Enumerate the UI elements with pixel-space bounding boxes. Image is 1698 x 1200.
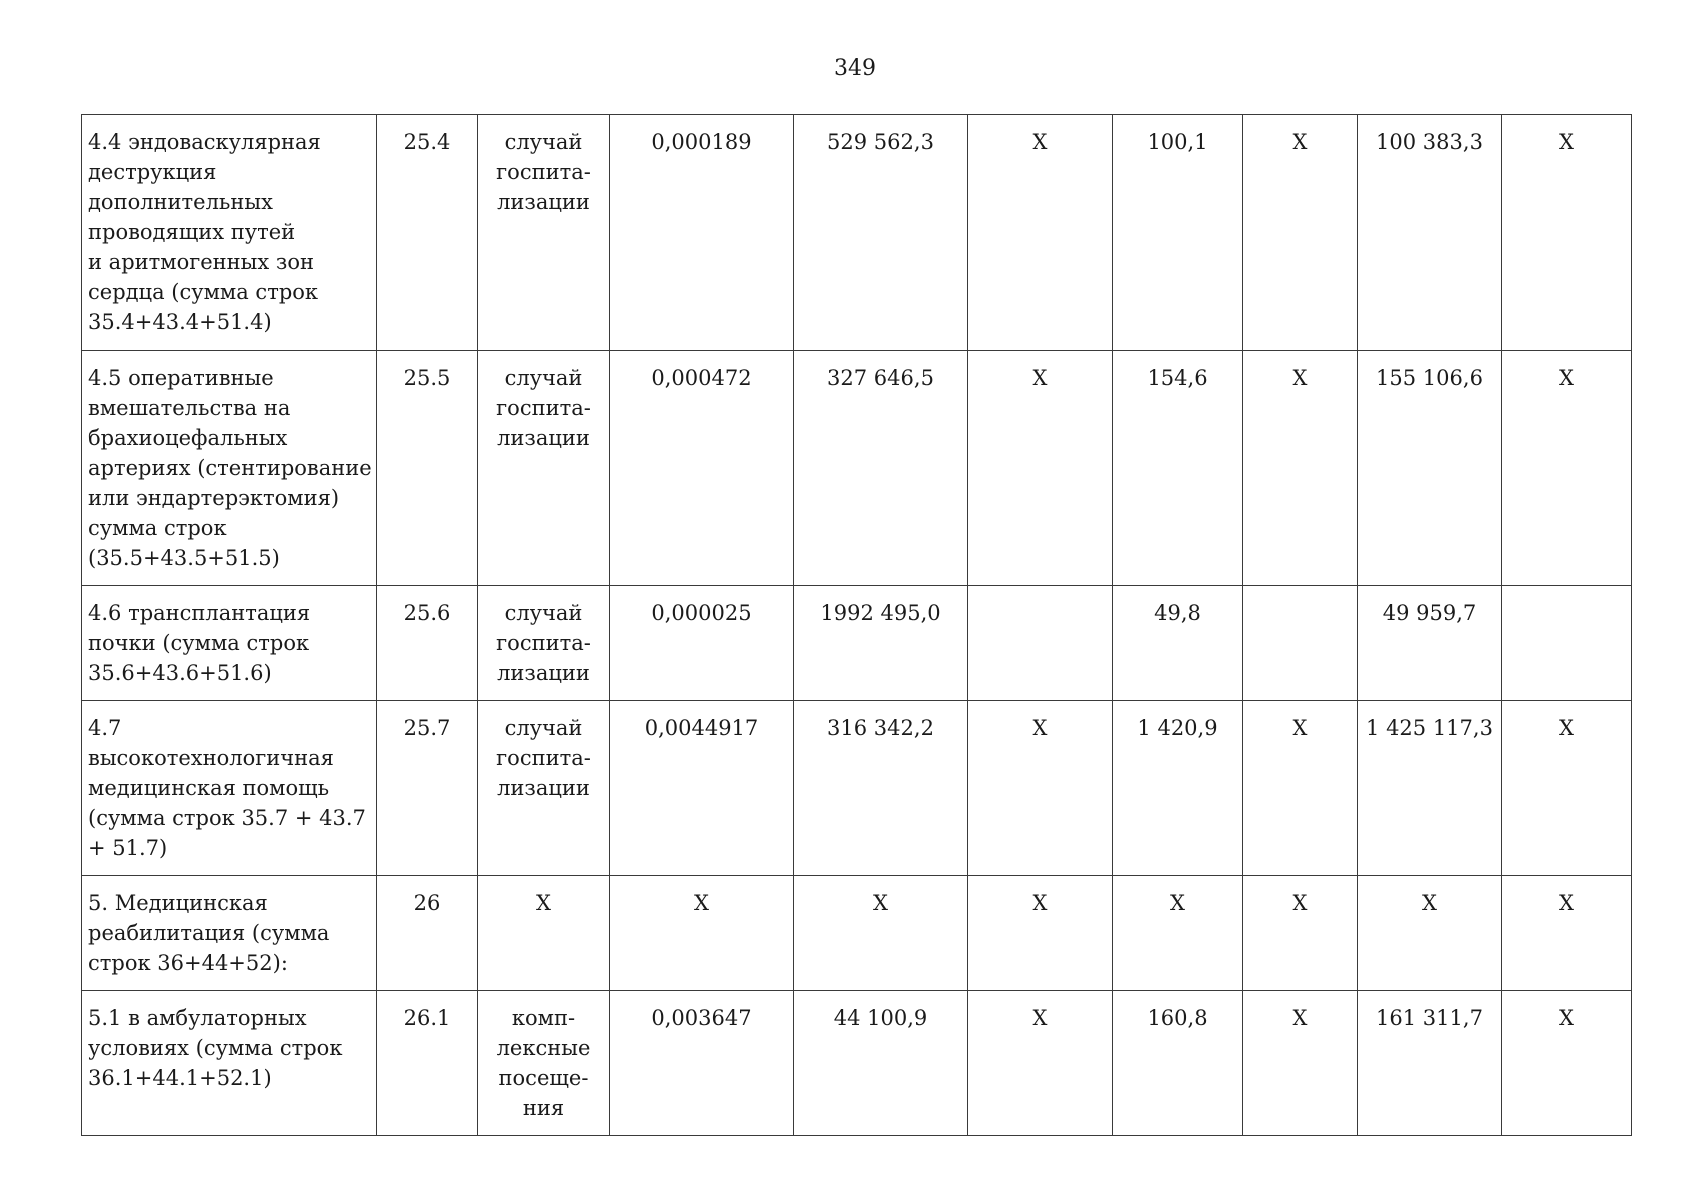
cell-name: 5.1 в амбулаторных условиях (сумма строк 36.1+44.1+52.1) (82, 991, 377, 1136)
cell-col6: X (968, 991, 1113, 1136)
table-row (82, 351, 1632, 586)
cell-norm-volume: 0,0044917 (610, 701, 794, 876)
cell-norm-volume: 0,000025 (610, 586, 794, 701)
cell-col10: X (1502, 991, 1632, 1136)
cell-line-number: 26.1 (377, 991, 478, 1136)
cell-name: 4.5 оперативные вмешательства на брахиоцефальных артериях (стентирование или эндартерэктомия) сумма строк (35.5+43.5+51.5) (82, 351, 377, 586)
cell-col6: X (968, 876, 1113, 991)
cell-line-number: 25.7 (377, 701, 478, 876)
cell-col9: 1 425 117,3 (1358, 701, 1502, 876)
table-row (82, 876, 1632, 991)
cell-col7: 1 420,9 (1113, 701, 1243, 876)
cell-name: 4.6 трансплантация почки (сумма строк 35.6+43.6+51.6) (82, 586, 377, 701)
cell-norm-cost: 316 342,2 (794, 701, 968, 876)
cell-col10: X (1502, 351, 1632, 586)
cell-col10: X (1502, 876, 1632, 991)
cell-unit: комп- лексные посеще- ния (478, 991, 610, 1136)
cell-col10: X (1502, 701, 1632, 876)
cell-col7: 100,1 (1113, 115, 1243, 351)
cell-unit: случай госпита- лизации (478, 701, 610, 876)
cell-norm-volume: 0,003647 (610, 991, 794, 1136)
cell-col6: X (968, 351, 1113, 586)
cell-unit: случай госпита- лизации (478, 351, 610, 586)
data-table (81, 114, 1632, 1136)
cell-col9: 155 106,6 (1358, 351, 1502, 586)
cell-col8: X (1243, 351, 1358, 586)
cell-col8: X (1243, 115, 1358, 351)
cell-unit: случай госпита- лизации (478, 586, 610, 701)
cell-name: 4.7 высокотехнологичная медицинская помощь (сумма строк 35.7 + 43.7 + 51.7) (82, 701, 377, 876)
cell-col8: X (1243, 701, 1358, 876)
cell-col8: X (1243, 876, 1358, 991)
cell-name: 5. Медицинская реабилитация (сумма строк 36+44+52): (82, 876, 377, 991)
table-row (82, 991, 1632, 1136)
cell-unit: X (478, 876, 610, 991)
cell-col10 (1502, 586, 1632, 701)
cell-col9: X (1358, 876, 1502, 991)
cell-norm-volume: 0,000189 (610, 115, 794, 351)
cell-norm-cost: X (794, 876, 968, 991)
table-row (82, 115, 1632, 351)
cell-col8: X (1243, 991, 1358, 1136)
cell-line-number: 25.4 (377, 115, 478, 351)
cell-name: 4.4 эндоваскулярная деструкция дополнительных проводящих путей и аритмогенных зон сердца (сумма строк 35.4+43.4+51.4) (82, 115, 377, 351)
table-body (82, 115, 1632, 1136)
cell-col8 (1243, 586, 1358, 701)
cell-norm-cost: 529 562,3 (794, 115, 968, 351)
cell-line-number: 25.6 (377, 586, 478, 701)
cell-line-number: 25.5 (377, 351, 478, 586)
cell-norm-cost: 1992 495,0 (794, 586, 968, 701)
cell-col9: 100 383,3 (1358, 115, 1502, 351)
cell-line-number: 26 (377, 876, 478, 991)
cell-col7: 154,6 (1113, 351, 1243, 586)
cell-norm-cost: 327 646,5 (794, 351, 968, 586)
cell-norm-cost: 44 100,9 (794, 991, 968, 1136)
cell-col6: X (968, 115, 1113, 351)
page-number: 349 (834, 56, 876, 81)
cell-col7: X (1113, 876, 1243, 991)
table-row (82, 701, 1632, 876)
cell-col6: X (968, 701, 1113, 876)
cell-col6 (968, 586, 1113, 701)
cell-norm-volume: X (610, 876, 794, 991)
cell-col10: X (1502, 115, 1632, 351)
table-row (82, 586, 1632, 701)
cell-unit: случай госпита- лизации (478, 115, 610, 351)
cell-col7: 49,8 (1113, 586, 1243, 701)
cell-col7: 160,8 (1113, 991, 1243, 1136)
cell-norm-volume: 0,000472 (610, 351, 794, 586)
cell-col9: 161 311,7 (1358, 991, 1502, 1136)
cell-col9: 49 959,7 (1358, 586, 1502, 701)
